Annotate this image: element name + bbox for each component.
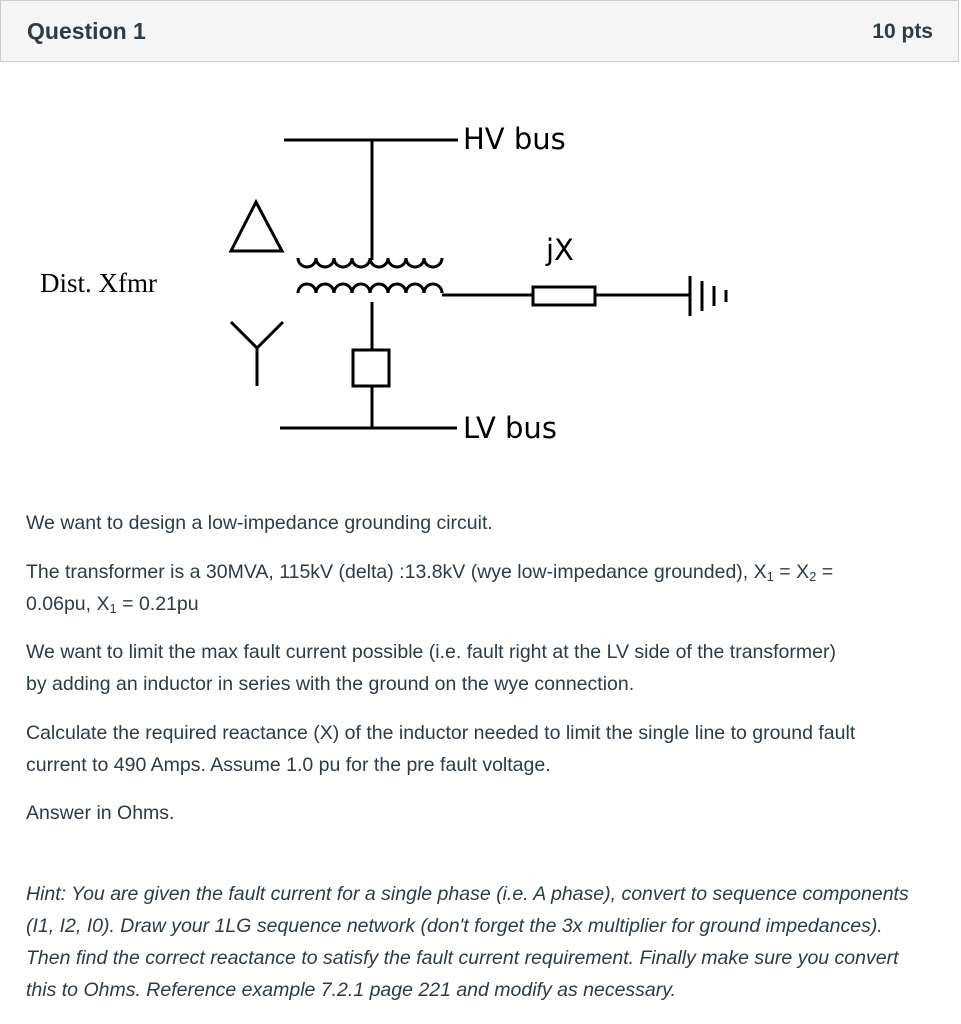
wye-symbol-arms bbox=[231, 322, 283, 348]
intro-paragraph: We want to design a low-impedance grounding circuit. bbox=[26, 512, 493, 534]
calculation-line-2: current to 490 Amps. Assume 1.0 pu for the pre fault voltage. bbox=[26, 754, 551, 776]
hint-line-3: Then find the correct reactance to satisfy the fault current requirement. Finally make sure you convert bbox=[26, 947, 899, 969]
spec-line-1 bbox=[26, 556, 941, 588]
spec-text-d: 0.06pu, X bbox=[26, 593, 110, 615]
spec-line-2 bbox=[26, 588, 941, 620]
fault-limit-paragraph bbox=[26, 636, 941, 700]
spec-text-b: = X bbox=[773, 561, 810, 583]
question-points: 10 pts bbox=[872, 20, 933, 43]
calculation-line-1: Calculate the required reactance (X) of the inductor needed to limit the single line to ground fault bbox=[26, 722, 856, 744]
jx-label: jX bbox=[546, 233, 574, 267]
spec-sub-1: 1 bbox=[766, 569, 774, 584]
secondary-winding bbox=[298, 284, 442, 293]
reactance-box bbox=[533, 287, 595, 305]
hv-bus-label: HV bus bbox=[463, 122, 566, 156]
lv-bus-label: LV bus bbox=[463, 411, 557, 445]
hint-line-1: Hint: You are given the fault current for a single phase (i.e. A phase), convert to sequence components bbox=[26, 883, 909, 905]
answer-units-text: Answer in Ohms. bbox=[26, 802, 175, 824]
answer-units-paragraph bbox=[26, 797, 941, 829]
hint-paragraph bbox=[26, 878, 941, 1006]
dist-xfmr-label: Dist. Xfmr bbox=[40, 268, 157, 298]
question-title: Question 1 bbox=[27, 18, 146, 44]
fault-limit-line-1: We want to limit the max fault current possible (i.e. fault right at the LV side of the transformer) bbox=[26, 641, 836, 663]
fault-limit-line-2: by adding an inductor in series with the ground on the wye connection. bbox=[26, 673, 635, 695]
calculation-paragraph bbox=[26, 717, 941, 781]
spec-text-e: = 0.21pu bbox=[116, 593, 199, 615]
question-body bbox=[26, 507, 941, 539]
spec-text-a: The transformer is a 30MVA, 115kV (delta) :13.8kV (wye low-impedance grounded), X bbox=[26, 561, 767, 583]
spec-text-c: = bbox=[816, 561, 834, 583]
primary-winding bbox=[298, 258, 442, 267]
spec-sub-2: 2 bbox=[809, 569, 817, 584]
lv-impedance-box bbox=[353, 350, 389, 386]
hint-line-2: (I1, I2, I0). Draw your 1LG sequence network (don't forget the 3x multiplier for ground impedances). bbox=[26, 915, 883, 937]
transformer-spec-paragraph bbox=[26, 556, 941, 620]
spec-sub-3: 1 bbox=[109, 601, 117, 616]
transformer-diagram bbox=[0, 80, 961, 480]
question-header bbox=[0, 0, 959, 62]
delta-symbol bbox=[231, 202, 282, 251]
hint-line-4: this to Ohms. Reference example 7.2.1 page 221 and modify as necessary. bbox=[26, 979, 676, 1001]
